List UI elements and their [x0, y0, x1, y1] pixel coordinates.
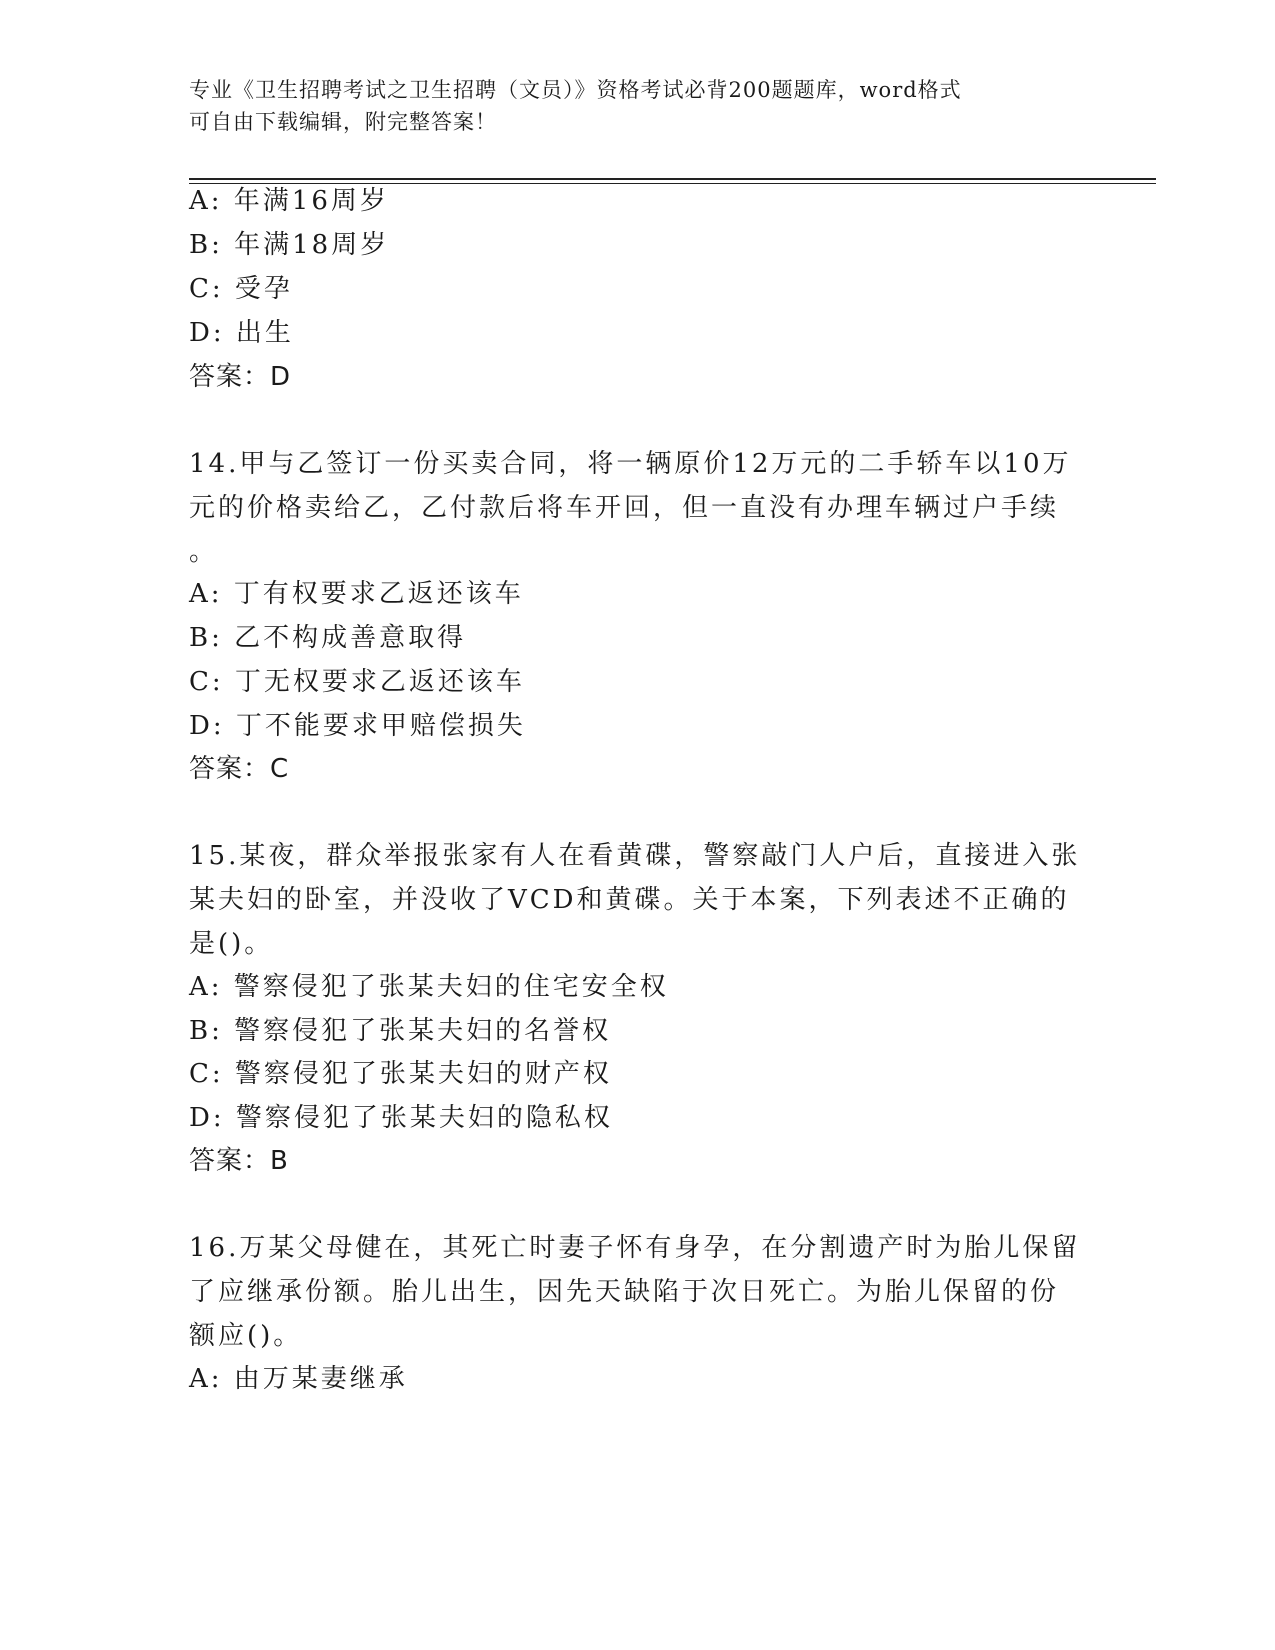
header-title-line-2: 可自由下载编辑，附完整答案！ [189, 110, 497, 134]
q15-option-c: C: 警察侵犯了张某夫妇的财产权 [189, 1059, 612, 1089]
q14-option-c: C: 丁无权要求乙返还该车 [189, 667, 525, 697]
q13-option-c: C: 受孕 [189, 274, 293, 304]
q15-option-b: B: 警察侵犯了张某夫妇的名誉权 [189, 1016, 612, 1046]
q14-option-a: A: 丁有权要求乙返还该车 [189, 579, 524, 609]
q14-stem-line-3: 。 [189, 537, 219, 567]
q13-option-b: B: 年满18周岁 [189, 230, 390, 260]
q15-stem-line-3: 是()。 [189, 929, 274, 959]
q13-answer: 答案：D [189, 362, 292, 392]
q13-option-a: A: 年满16周岁 [189, 186, 389, 216]
q15-stem-line-2: 某夫妇的卧室，并没收了VCD和黄碟。关于本案，下列表述不正确的 [189, 885, 1070, 915]
header-title-line-1: 专业《卫生招聘考试之卫生招聘（文员）》资格考试必背200题题库，word格式 [189, 78, 962, 102]
q14-stem-line-1: 14.甲与乙签订一份买卖合同，将一辆原价12万元的二手轿车以10万 [189, 449, 1072, 479]
q13-option-d: D: 出生 [189, 318, 294, 348]
q14-answer: 答案：C [189, 754, 290, 784]
q15-answer: 答案：B [189, 1146, 289, 1176]
q16-stem-line-3: 额应()。 [189, 1321, 303, 1351]
q15-option-a: A: 警察侵犯了张某夫妇的住宅安全权 [189, 972, 669, 1002]
q16-stem-line-2: 了应继承份额。胎儿出生，因先天缺陷于次日死亡。为胎儿保留的份 [189, 1277, 1060, 1307]
document-header [189, 74, 1069, 138]
q15-stem-line-1: 15.某夜，群众举报张家有人在看黄碟，警察敲门人户后，直接进入张 [189, 841, 1081, 871]
q15-option-d: D: 警察侵犯了张某夫妇的隐私权 [189, 1103, 613, 1133]
q14-stem-line-2: 元的价格卖给乙，乙付款后将车开回，但一直没有办理车辆过户手续 [189, 493, 1060, 523]
q14-option-b: B: 乙不构成善意取得 [189, 623, 467, 653]
q14-option-d: D: 丁不能要求甲赔偿损失 [189, 711, 526, 741]
q16-stem-line-1: 16.万某父母健在，其死亡时妻子怀有身孕，在分割遗产时为胎儿保留 [189, 1233, 1081, 1263]
q16-option-a: A: 由万某妻继承 [189, 1364, 408, 1394]
